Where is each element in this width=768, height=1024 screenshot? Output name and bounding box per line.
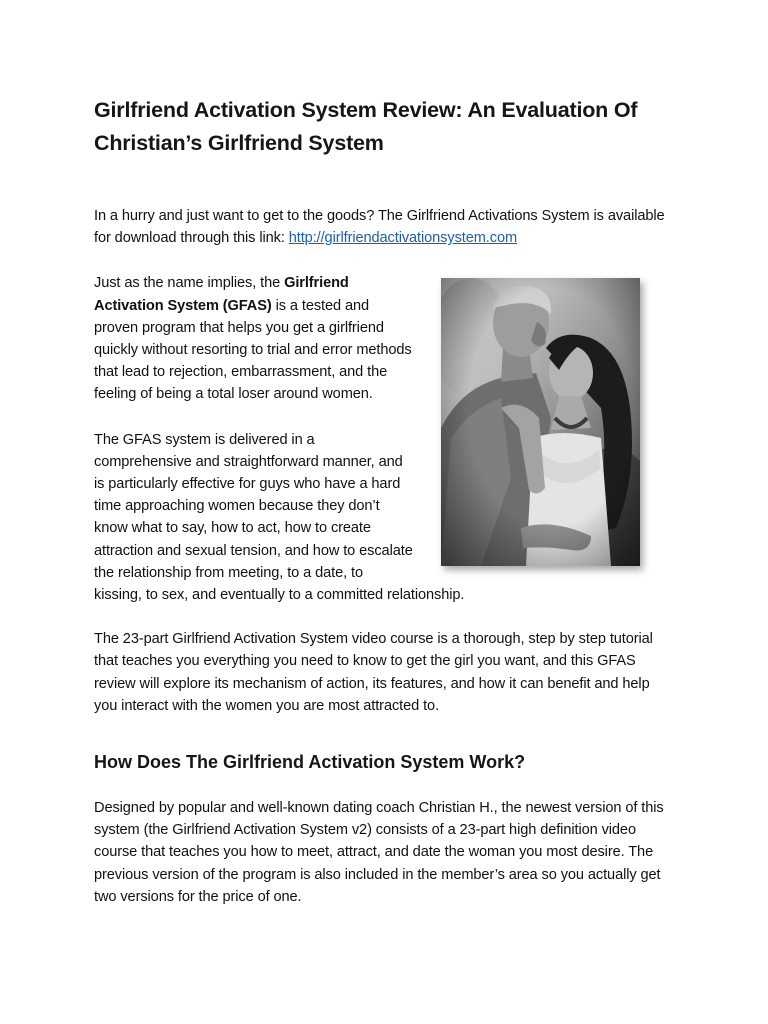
couple-photo [441, 278, 640, 566]
para1-post: is a tested and proven program that helps you get a girlfriend quickly without resorting to trial and error methods that lead to rejection, embarrassment, and the feeling of being a total loser around women. [94, 297, 412, 403]
couple-photo-illustration [441, 278, 640, 566]
paragraph-how-it-works: Designed by popular and well-known dating coach Christian H., the newest version of this system (the Girlfriend Activation System v2) consists of a 23-part high definition video course that teaches you how to meet, attract, and date the woman you most desire. The previous version of the program is also included in the member’s area so you actually get two versions for the price of one. [94, 800, 664, 905]
intro-text: In a hurry and just want to get to the goods? The Girlfriend Activations System is available for download through this link: [94, 208, 665, 247]
content-with-image [94, 272, 674, 606]
para1-pre: Just as the name implies, the [94, 275, 285, 292]
section-heading-wrap [94, 749, 674, 775]
document-page [94, 94, 674, 908]
para1-bold-term: Girlfriend Activation System (GFAS) [94, 275, 349, 314]
section-heading: How Does The Girlfriend Activation System Work? [94, 752, 526, 773]
download-link[interactable]: http://girlfriendactivationsystem.com [288, 230, 518, 247]
intro-paragraph [94, 205, 674, 249]
paragraph-gfas-delivery: The GFAS system is delivered in a comprehensive and straightforward manner, and is particularly effective for guys who have a hard time approaching women because they don’t know what to say, how to act, how to create attraction and sexual tension, and how to escalate the relationship from meeting, to a date, to kissing, to sex, and eventually to a committed relationship. [94, 431, 465, 604]
page-title: Girlfriend Activation System Review: An Evaluation Of Christian’s Girlfriend System [94, 98, 638, 155]
paragraph-video-course: The 23-part Girlfriend Activation System video course is a thorough, step by step tutorial that teaches you everything you need to know to get the girl you want, and this GFAS review will explore its mechanism of action, its features, and how it can benefit and help you interact with the women you are most attracted to. [94, 631, 653, 714]
